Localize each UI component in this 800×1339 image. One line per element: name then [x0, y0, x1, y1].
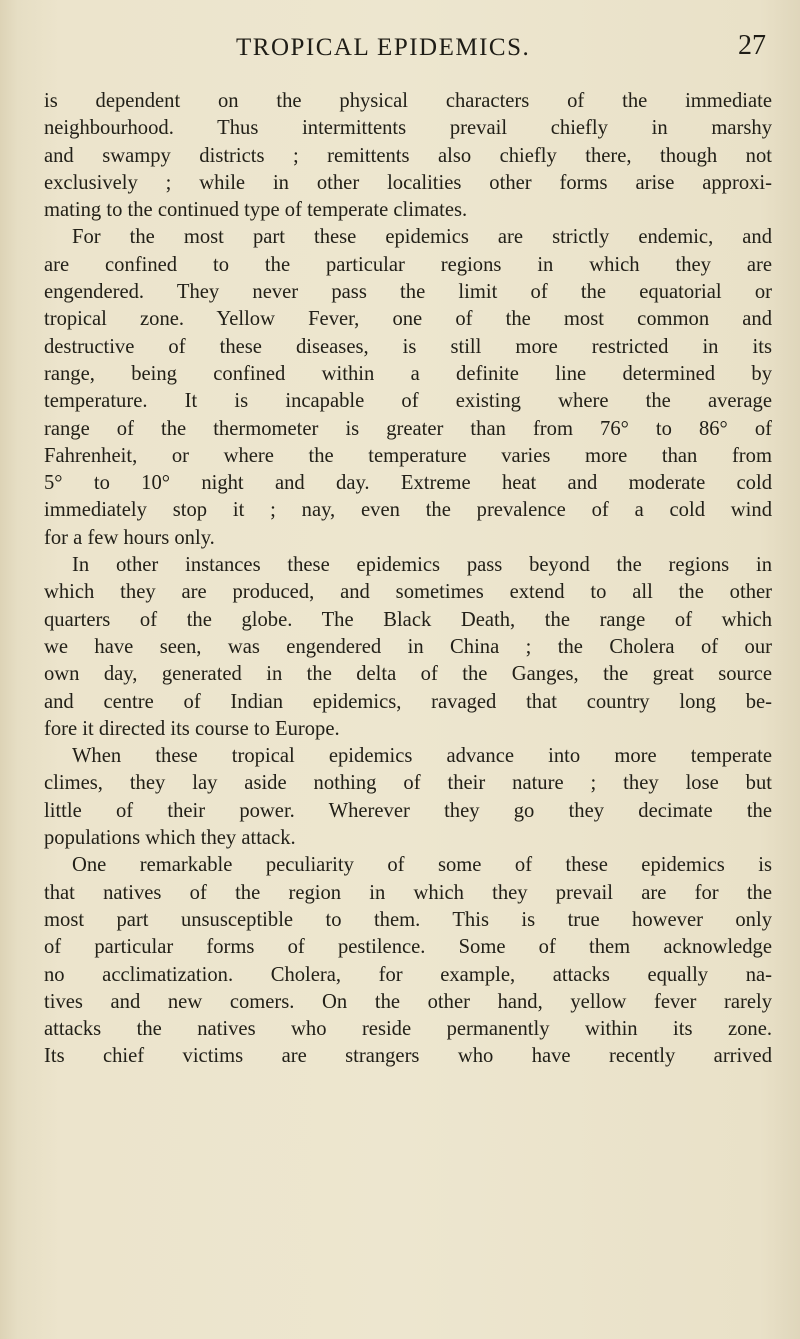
text-line: temperature. It is incapable of existing where the average	[44, 390, 772, 413]
running-head	[0, 0, 800, 86]
text-line: of particular forms of pestilence. Some of them acknowledge	[44, 936, 772, 959]
text-line: no acclimatization. Cholera, for example, attacks equally na-	[44, 963, 772, 986]
text-line: that natives of the region in which they prevail are for the	[44, 881, 772, 904]
text-line: When these tropical epidemics advance into more temperate	[72, 745, 772, 768]
text-line: and centre of Indian epidemics, ravaged that country long be-	[44, 690, 772, 713]
page-number: 27	[738, 30, 766, 61]
text-line: tives and new comers. On the other hand, yellow fever rarely	[44, 990, 772, 1013]
text-line: In other instances these epidemics pass beyond the regions in	[72, 554, 772, 577]
text-line: tropical zone. Yellow Fever, one of the most common and	[44, 308, 772, 331]
text-line: Fahrenheit, or where the temperature varies more than from	[44, 444, 772, 467]
text-line: range of the thermometer is greater than from 76° to 86° of	[44, 417, 772, 440]
text-line: and swampy districts ; remittents also chiefly there, though not	[44, 144, 772, 167]
text-line: 5° to 10° night and day. Extreme heat and moderate cold	[44, 472, 772, 495]
text-line: fore it directed its course to Europe.	[44, 717, 340, 740]
text-line: mating to the continued type of temperate climates.	[44, 199, 468, 222]
text-line: little of their power. Wherever they go they decimate the	[44, 799, 772, 822]
text-line: Its chief victims are strangers who have recently arrived	[44, 1045, 772, 1068]
text-line: range, being confined within a definite line determined by	[44, 362, 772, 385]
text-line: which they are produced, and sometimes extend to all the other	[44, 581, 772, 604]
text-line: own day, generated in the delta of the Ganges, the great source	[44, 663, 772, 686]
text-line: we have seen, was engendered in China ; the Cholera of our	[44, 635, 772, 658]
text-line: are confined to the particular regions in which they are	[44, 253, 772, 276]
text-line: destructive of these diseases, is still more restricted in its	[44, 335, 772, 358]
text-line: climes, they lay aside nothing of their nature ; they lose but	[44, 772, 772, 795]
text-line: exclusively ; while in other localities other forms arise approxi-	[44, 171, 772, 194]
text-line: One remarkable peculiarity of some of these epidemics is	[72, 854, 772, 877]
text-line: immediately stop it ; nay, even the prevalence of a cold wind	[44, 499, 772, 522]
text-line: engendered. They never pass the limit of the equatorial or	[44, 281, 772, 304]
text-line: most part unsusceptible to them. This is true however only	[44, 908, 772, 931]
text-line: neighbourhood. Thus intermittents prevail chiefly in marshy	[44, 117, 772, 140]
text-line: for a few hours only.	[44, 526, 215, 549]
text-line: For the most part these epidemics are strictly endemic, and	[72, 226, 772, 249]
text-line: populations which they attack.	[44, 827, 296, 850]
running-title: TROPICAL EPIDEMICS.	[236, 34, 531, 61]
text-line: quarters of the globe. The Black Death, the range of which	[44, 608, 772, 631]
text-line: attacks the natives who reside permanently within its zone.	[44, 1018, 772, 1041]
body-text	[44, 88, 772, 1071]
text-line: is dependent on the physical characters of the immediate	[44, 90, 772, 112]
